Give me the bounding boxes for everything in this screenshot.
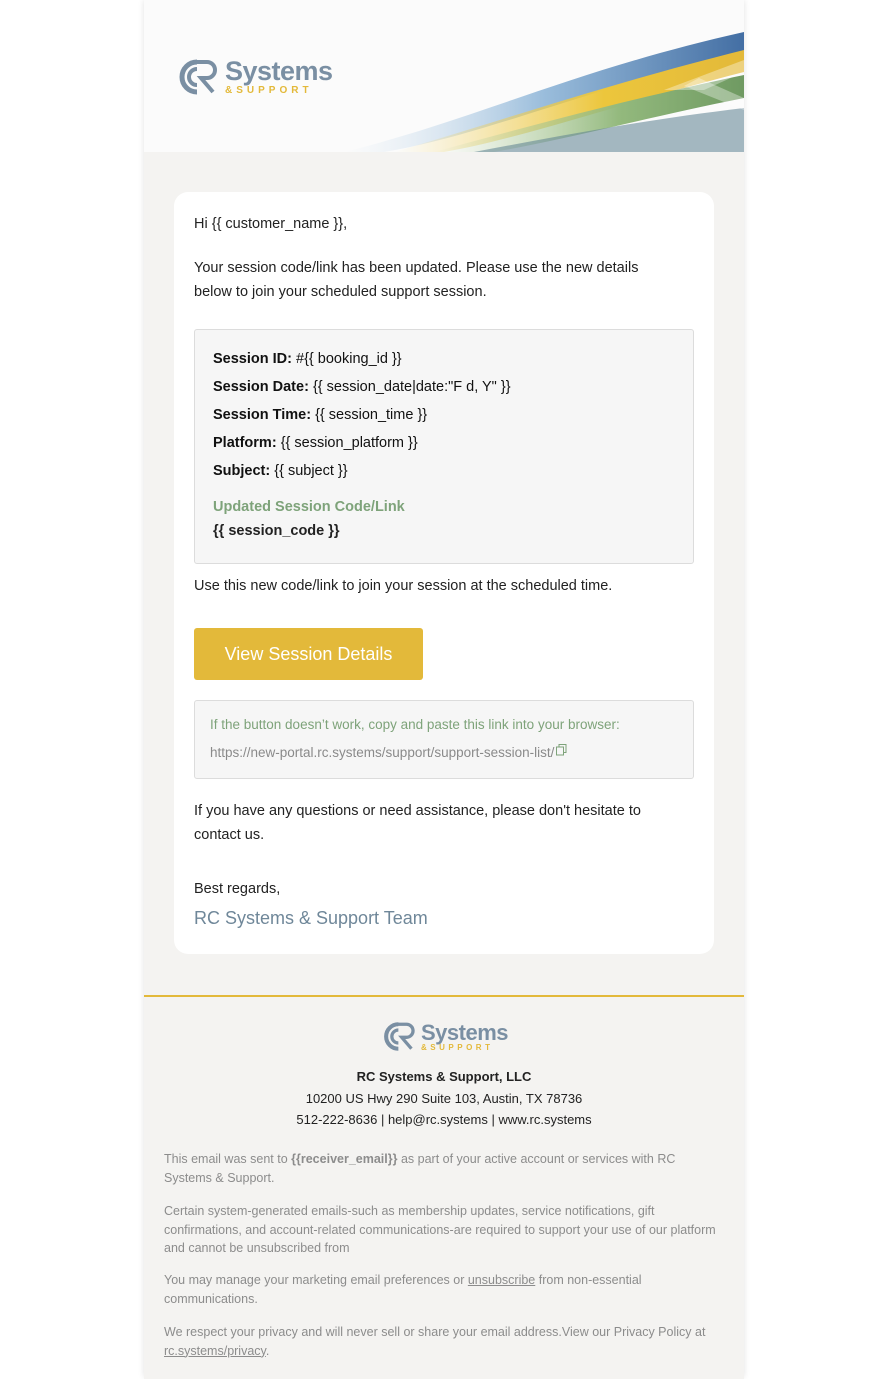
session-date-row — [213, 379, 511, 395]
email-page — [144, 0, 744, 1377]
questions-line-1: If you have any questions or need assistance, please don't hesitate to — [194, 803, 641, 819]
use-code-instruction: Use this new code/link to join your session at the scheduled time. — [194, 578, 613, 594]
footer-address: 10200 US Hwy 290 Suite 103, Austin, TX 78736 — [305, 1091, 583, 1106]
logo-subtext: &SUPPORT — [225, 85, 313, 96]
email-footer — [144, 995, 744, 1379]
subject-row — [213, 463, 348, 479]
footer-contact-row — [144, 1112, 744, 1127]
footer-website[interactable]: www.rc.systems — [498, 1112, 592, 1127]
footer-required-notice: Certain system-generated emails-such as membership updates, service notifications, gift confirmations, and account-related communications-are required to support your use of our platform and cannot be unsubscribed from — [164, 1204, 716, 1255]
footer-logo-wordmark: Systems — [421, 1019, 509, 1045]
privacy-link[interactable]: rc.systems/privacy — [164, 1343, 266, 1358]
unsubscribe-link[interactable]: unsubscribe — [467, 1273, 536, 1287]
fallback-link-box — [194, 700, 694, 779]
copy-icon[interactable] — [556, 744, 567, 756]
privacy-prefix: We respect your privacy and will never sell or share your email address.View our Privacy Policy at — [164, 1325, 706, 1339]
rc-logo-icon — [177, 58, 221, 96]
footer-separator: | — [487, 1112, 499, 1127]
session-details-box — [194, 329, 694, 564]
updated-code-label: Updated Session Code/Link — [213, 499, 405, 515]
session-time-row — [213, 407, 427, 423]
footer-manage-preferences — [164, 1271, 724, 1308]
session-id-label: Session ID: — [213, 351, 292, 367]
fallback-link-url[interactable]: https://new-portal.rc.systems/support/support-session-list/ — [210, 745, 555, 760]
footer-sent-notice — [164, 1150, 724, 1187]
sent-suffix: as part of your active account or services with RC Systems & Support. — [164, 1152, 676, 1185]
footer-email[interactable]: help@rc.systems — [387, 1112, 488, 1127]
questions-line-2: contact us. — [194, 827, 265, 843]
email-header — [144, 0, 744, 152]
fallback-link-row — [210, 745, 567, 760]
footer-company: RC Systems & Support, LLC — [356, 1069, 532, 1084]
footer-logo — [382, 1021, 508, 1052]
view-session-details-button[interactable]: View Session Details — [194, 628, 423, 680]
sent-prefix: This email was sent to — [164, 1152, 292, 1166]
rc-logo-icon — [382, 1021, 418, 1052]
privacy-suffix: . — [265, 1343, 270, 1358]
session-time-label: Session Time: — [213, 407, 312, 423]
footer-privacy-notice — [164, 1323, 724, 1360]
receiver-email: {{receiver_email}} — [291, 1152, 398, 1166]
greeting: Hi {{ customer_name }}, — [194, 216, 348, 232]
subject-value: {{ subject }} — [274, 463, 348, 479]
platform-value: {{ session_platform }} — [280, 435, 418, 451]
manage-suffix: from non-essential communications. — [164, 1273, 642, 1306]
session-id-row — [213, 351, 402, 367]
footer-phone[interactable]: 512-222-8636 — [296, 1112, 378, 1127]
intro-line-2: below to join your scheduled support session. — [194, 284, 487, 300]
session-date-value: {{ session_date|date:"F d, Y" }} — [312, 379, 511, 395]
session-id-value: #{{ booking_id }} — [296, 351, 402, 367]
intro-line-1: Your session code/link has been updated. Please use the new details — [194, 260, 639, 276]
manage-prefix: You may manage your marketing email preferences or — [164, 1273, 468, 1287]
regards: Best regards, — [194, 881, 281, 897]
platform-row — [213, 435, 418, 451]
session-date-label: Session Date: — [213, 379, 309, 395]
footer-separator: | — [377, 1112, 388, 1127]
signature: RC Systems & Support Team — [194, 908, 428, 928]
subject-label: Subject: — [213, 463, 271, 479]
session-time-value: {{ session_time }} — [315, 407, 428, 423]
header-logo — [177, 58, 333, 96]
updated-code-value: {{ session_code }} — [213, 523, 340, 539]
platform-label: Platform: — [213, 435, 277, 451]
fallback-link-hint: If the button doesn’t work, copy and paste this link into your browser: — [210, 717, 620, 732]
logo-wordmark: Systems — [225, 56, 333, 86]
footer-logo-subtext: &SUPPORT — [421, 1042, 494, 1052]
message-card — [174, 192, 714, 954]
